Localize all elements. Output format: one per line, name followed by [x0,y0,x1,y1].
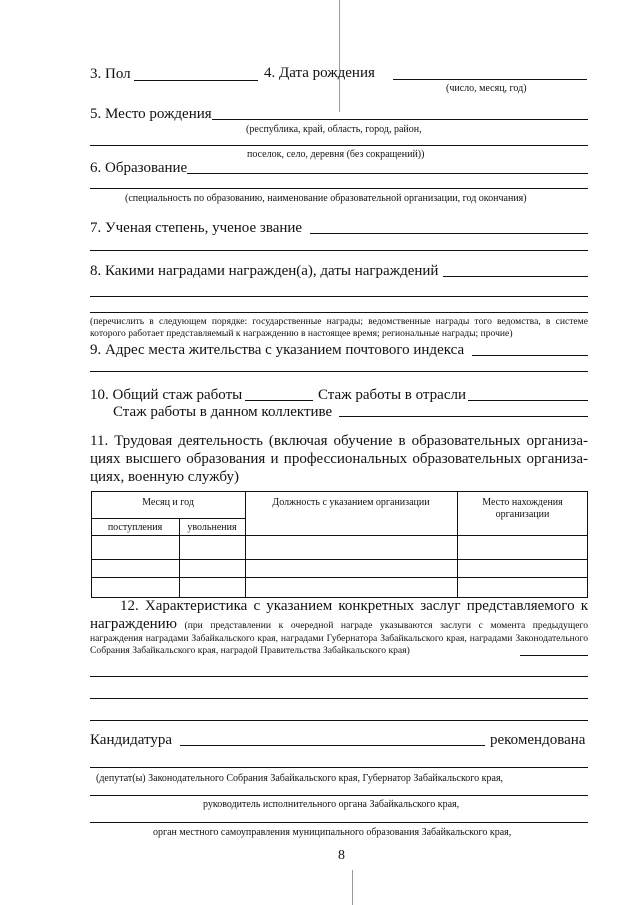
merits-field[interactable] [520,655,588,656]
q3-label: 3. Пол [90,66,131,82]
candidacy-field[interactable] [180,745,485,746]
q11-line-1: 11. Трудовая деятельность (включая обучение в образовательных организа- [90,434,588,449]
table-border-bottom [91,597,588,598]
address-field-2[interactable] [90,371,588,372]
birth-place-field-2[interactable] [90,145,588,146]
birth-date-field[interactable] [393,79,587,80]
birth-date-hint: (число, месяц, год) [446,83,527,94]
q7-label: 7. Ученая степень, ученое звание [90,220,303,236]
q11-line-3: циях, военную службу) [90,469,239,485]
fold-line-lower [352,870,353,905]
recommended-label: рекомендована [490,732,586,748]
candidacy-label: Кандидатура [90,732,173,748]
collective-experience-label: Стаж работы в данном коллективе [113,404,333,420]
table-border-right [587,491,588,597]
recommender-hint-1: (депутат(ы) Законодательного Собрания Забайкальского края, Губернатор Забайкальского края, [96,773,504,784]
recommender-field[interactable] [90,767,588,768]
table-border-top [91,491,588,492]
q5-label: 5. Место рождения [90,106,212,122]
birth-place-hint-1: (республика, край, область, город, район, [246,124,422,135]
col-location: Место нахождения организации [482,497,563,520]
page-number: 8 [338,848,345,863]
table-col-divider [457,491,458,597]
table-header-bottom [91,535,588,536]
sex-field[interactable] [134,80,258,81]
recommender-hint-3: орган местного самоуправления муниципального образования Забайкальского края, [153,827,512,838]
education-hint: (специальность по образованию, наименование образовательной организации, год окончания) [125,193,527,204]
col-position: Должность с указанием организации [272,497,430,508]
industry-experience-field[interactable] [468,400,588,401]
collective-experience-field[interactable] [339,416,588,417]
fold-line [339,0,340,112]
q12-word: награждению [90,616,177,632]
academic-degree-field[interactable] [310,233,588,234]
recommender-hint-2: руководитель исполнительного органа Забайкальского края, [203,799,460,810]
awards-hint: (перечислить в следующем порядке: государственные награды; ведомственные награды того ведомства, в системе которого работает представляемый к награждению в настоящее время; региональные награды; прочие) [90,316,588,339]
birth-place-field[interactable] [212,119,588,120]
q12-hint: (при представлении к очередной награде указываются заслуги с момента предыдущего награждения наградами Забайкальского края, наградами Губернатора Забайкальского края, наградами Законодательного Собрания Забайкальского края, наградой Правительства Забайкальского края) [90,620,588,656]
awards-field-3[interactable] [90,312,588,313]
q12-block [90,618,588,658]
q9-label: 9. Адрес места жительства с указанием почтового индекса [90,342,465,358]
recommender-field-2[interactable] [90,795,588,796]
total-experience-field[interactable] [245,400,313,401]
q10-label: 10. Общий стаж работы [90,387,243,403]
q11-line-2: циях высшего образования и профессиональных образовательных организа- [90,452,588,467]
merits-field-2[interactable] [90,676,588,677]
academic-degree-field-2[interactable] [90,250,588,251]
birth-place-hint-2: поселок, село, деревня (без сокращений)) [247,149,425,160]
q8-label: 8. Какими наградами награжден(а), даты награждений [90,263,439,279]
q4-label: 4. Дата рождения [264,65,375,81]
recommender-field-3[interactable] [90,822,588,823]
table-row-line [91,559,588,560]
merits-field-4[interactable] [90,720,588,721]
table-row-line [91,577,588,578]
col-entry: поступления [107,522,163,533]
col-exit: увольнения [187,522,237,533]
education-field[interactable] [187,173,588,174]
merits-field-3[interactable] [90,698,588,699]
awards-field-2[interactable] [90,296,588,297]
col-month-year: Месяц и год [142,497,194,508]
q6-label: 6. Образование [90,160,188,176]
table-subheader-line [91,518,245,519]
education-field-2[interactable] [90,188,588,189]
industry-experience-label: Стаж работы в отрасли [318,387,466,403]
q12-line-1: 12. Характеристика с указанием конкретных заслуг представляемого к [120,599,588,614]
address-field[interactable] [472,355,588,356]
awards-field[interactable] [443,276,588,277]
